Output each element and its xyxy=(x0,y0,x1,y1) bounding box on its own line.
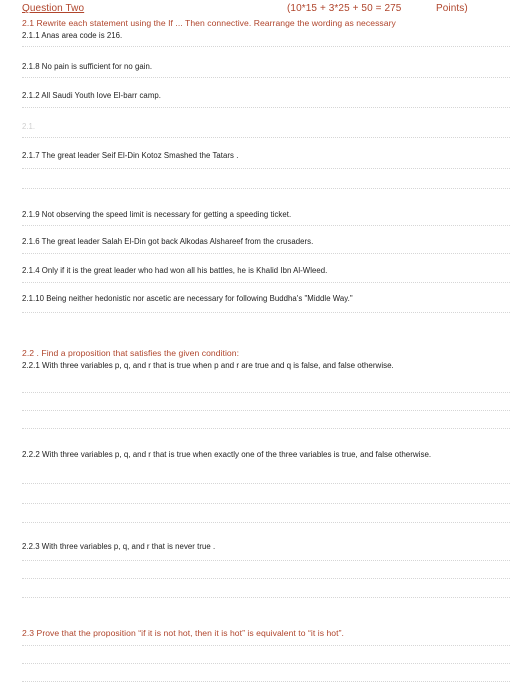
answer-line xyxy=(22,645,510,646)
statement-2-1-1: 2.1.1 Anas area code is 216. xyxy=(22,31,123,40)
question-2-2-1: 2.2.1 With three variables p, q, and r that is true when p and r are true and q is false, and false otherwise. xyxy=(22,361,394,370)
answer-line xyxy=(22,681,510,682)
statement-2-1-4: 2.1.4 Only if it is the great leader who had won all his battles, he is Khalid Ibn Al-Wleed. xyxy=(22,266,328,275)
answer-line xyxy=(22,503,510,504)
answer-line xyxy=(22,188,510,189)
statement-2-1-2: 2.1.2 All Saudi Youth love El-barr camp. xyxy=(22,91,161,100)
statement-2-1-8: 2.1.8 No pain is sufficient for no gain. xyxy=(22,62,153,71)
statement-2-1-9: 2.1.9 Not observing the speed limit is necessary for getting a speeding ticket. xyxy=(22,210,292,219)
answer-line xyxy=(22,663,510,664)
answer-line xyxy=(22,410,510,411)
statement-2-1-6: 2.1.6 The great leader Salah El-Din got back Alkodas Alshareef from the crusaders. xyxy=(22,237,314,246)
answer-line xyxy=(22,578,510,579)
answer-line xyxy=(22,560,510,561)
section-2-2-instruction: 2.2 . Find a proposition that satisfies the given condition: xyxy=(22,348,240,358)
statement-2-1-7: 2.1.7 The great leader Seif El-Din Kotoz Smashed the Tatars . xyxy=(22,151,239,160)
answer-line xyxy=(22,253,510,254)
answer-line xyxy=(22,522,510,523)
answer-line xyxy=(22,107,510,108)
answer-line xyxy=(22,46,510,47)
question-2-2-2: 2.2.2 With three variables p, q, and r that is true when exactly one of the three variables is true, and false otherwise. xyxy=(22,450,432,459)
answer-line xyxy=(22,137,510,138)
points-breakdown: (10*15 + 3*25 + 50 = 275 Points) xyxy=(287,3,468,14)
section-2-1-instruction: 2.1 Rewrite each statement using the If ... Then connective. Rearrange the wording as necessary xyxy=(22,18,396,28)
answer-line xyxy=(22,225,510,226)
section-2-3-instruction: 2.3 Prove that the proposition “if it is not hot, then it is hot” is equivalent to “it is hot”. xyxy=(22,628,344,638)
answer-line xyxy=(22,428,510,429)
answer-line xyxy=(22,168,510,169)
answer-line xyxy=(22,597,510,598)
question-title: Question Two xyxy=(22,3,85,14)
answer-line xyxy=(22,483,510,484)
statement-2-1-10: 2.1.10 Being neither hedonistic nor ascetic are necessary for following Buddha's "Middle Way." xyxy=(22,294,353,303)
answer-line xyxy=(22,77,510,78)
answer-line xyxy=(22,282,510,283)
answer-line xyxy=(22,312,510,313)
faint-statement-stub: 2.1. xyxy=(22,122,36,131)
answer-line xyxy=(22,392,510,393)
question-2-2-3: 2.2.3 With three variables p, q, and r that is never true . xyxy=(22,542,216,551)
